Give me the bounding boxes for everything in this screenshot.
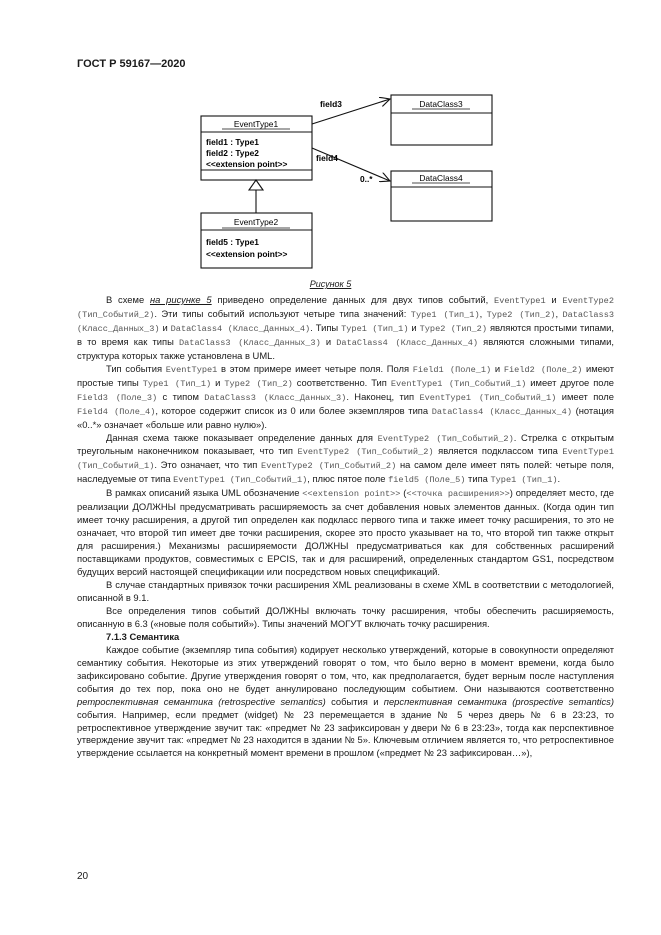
figure-caption: Рисунок 5	[309, 279, 352, 289]
association-field3-label: field3	[320, 99, 342, 109]
eventtype1-field2: field2 : Type2	[206, 148, 259, 158]
paragraph-2: Тип события EventType1 в этом примере имеет четыре поля. Поля Field1 (Поле_1) и Field2 (Поле_2) имеют простые типы Type1 (Тип_1) и Type2 (Тип_2) соответственно. Тип EventType1 (Тип_Событий_1) имеет другое поле Field3 (Поле_3) с типом DataClass3 (Класс_Данных_3). Наконец, тип EventType1 (Тип_Событий_1) имеет поле Field4 (Поле_4), которое содержит список из 0 или более экземпляров типа DataClass4 (Класс_Данных_4) (нотация «0..*» означает «больше или равно нулю»).	[77, 362, 615, 430]
eventtype2-field5: field5 : Type1	[206, 237, 259, 247]
paragraph-6: Все определения типов событий ДОЛЖНЫ включать точку расширения, чтобы обеспечить расширяемость, описанную в 6.3 («новые поля событий»). Типы значений МОГУТ включать точку расширения.	[77, 604, 614, 629]
eventtype1-extension: <<extension point>>	[206, 159, 288, 169]
generalization-arrow	[249, 180, 263, 213]
page-number: 20	[77, 871, 89, 882]
uml-diagram	[0, 0, 661, 300]
paragraph-5: В случае стандартных привязок точки расширения XML реализованы в схеме XML в соответствии с методологией, описанной в 9.1.	[77, 579, 614, 603]
eventtype2-name: EventType2	[233, 217, 279, 227]
page-header: ГОСТ Р 59167—2020	[77, 58, 186, 70]
dataclass4-name: DataClass4	[419, 173, 463, 183]
multiplicity-label: 0..*	[360, 174, 373, 184]
eventtype2-extension: <<extension point>>	[206, 249, 288, 259]
paragraph-4: В рамках описаний языка UML обозначение <<extension point>> (<<точка расширения>>) определяет место, где реализации ДОЛЖНЫ предусматривать расширяемость за счет добавления новых элементов данных. (Когда один тип имеет точку расширения, а другой тип определен как подкласс первого типа и также имеет точку расширения, то это не означает, что второй тип имеет две точки расширения, скорее это просто указывает на то, что второй тип также открыт для расширения.) Механизмы расширяемости ДОЛЖНЫ предусматриваться как для собственных расширений поставщиками продуктов, совместимых с EPCIS, так и для расширений, определенных стандартом GS1, посредством будущих версий настоящей спецификации или посредством новых спецификаций.	[77, 487, 614, 578]
eventtype2-class	[201, 213, 312, 268]
paragraph-7: Каждое событие (экземпляр типа события) кодирует несколько утверждений, которые в совокупности определяют семантику события. Некоторые из этих утверждений говорят о том, что было верно в момент времени, когда было зафиксировано событие. Другие утверждения говорят о том, что, как предполагается, будет верным после наступления события до тех пор, пока оно не будет аннулировано последующим событием. Они называются соответственно ретроспективная семантика (retrospective semantics) события и перспективная семантика (prospective semantics) события. Например, если предмет (widget) № 23 перемещается в здание № 5 через дверь № 6 в 23:23, то ретроспективное утверждение звучит так: «предмет № 23 зафиксирован у двери № 6 в 23:23», тогда как перспективное утверждение звучит так: «предмет № 23 находится в здании № 5». Ключевым отличием является то, что ретроспективное утверждение ссылается на конкретный момент времени в прошлом («предмет № 23 зафиксирован…»),	[77, 643, 614, 759]
dataclass4-class	[391, 171, 492, 221]
section-heading: 7.1.3 Семантика	[106, 630, 180, 642]
figure-reference-link[interactable]: на рисунке 5	[149, 294, 212, 305]
eventtype1-field1: field1 : Type1	[206, 137, 259, 147]
association-field4-label: field4	[316, 153, 338, 163]
paragraph-1: В схеме на рисунке 5 приведено определение данных для двух типов событий, EventType1 и EventType2 (Тип_Событий_2). Эти типы событий используют четыре типа значений: Type1 (Тип_1), Type2 (Тип_2), DataClass3 (Класс_Данных_3) и DataClass4 (Класс_Данных_4). Типы Type1 (Тип_1) и Type2 (Тип_2) являются простыми типами, в то время как типы DataClass3 (Класс_Данных_3) и DataClass4 (Класс_Данных_4) являются сложными типами, структура которых также установлена в UML.	[77, 294, 615, 361]
dataclass3-name: DataClass3	[419, 99, 463, 109]
eventtype1-name: EventType1	[233, 119, 279, 129]
paragraph-3: Данная схема также показывает определение данных для EventType2 (Тип_Событий_2). Стрелка с открытым треугольным наконечником показывает, что тип EventType2 (Тип_Событий_2) является подклассом типа EventType1 (Тип_Событий_1). Это означает, что тип EventType2 (Тип_Событий_2) на самом деле имеет пять полей: четыре поля, наследуемые от типа EventType1 (Тип_Событий_1), плюс пятое поле field5 (Поле_5) типа Type1 (Тип_1).	[77, 431, 614, 486]
eventtype1-class	[201, 116, 312, 180]
dataclass3-class	[391, 95, 492, 145]
body-text	[77, 294, 614, 760]
